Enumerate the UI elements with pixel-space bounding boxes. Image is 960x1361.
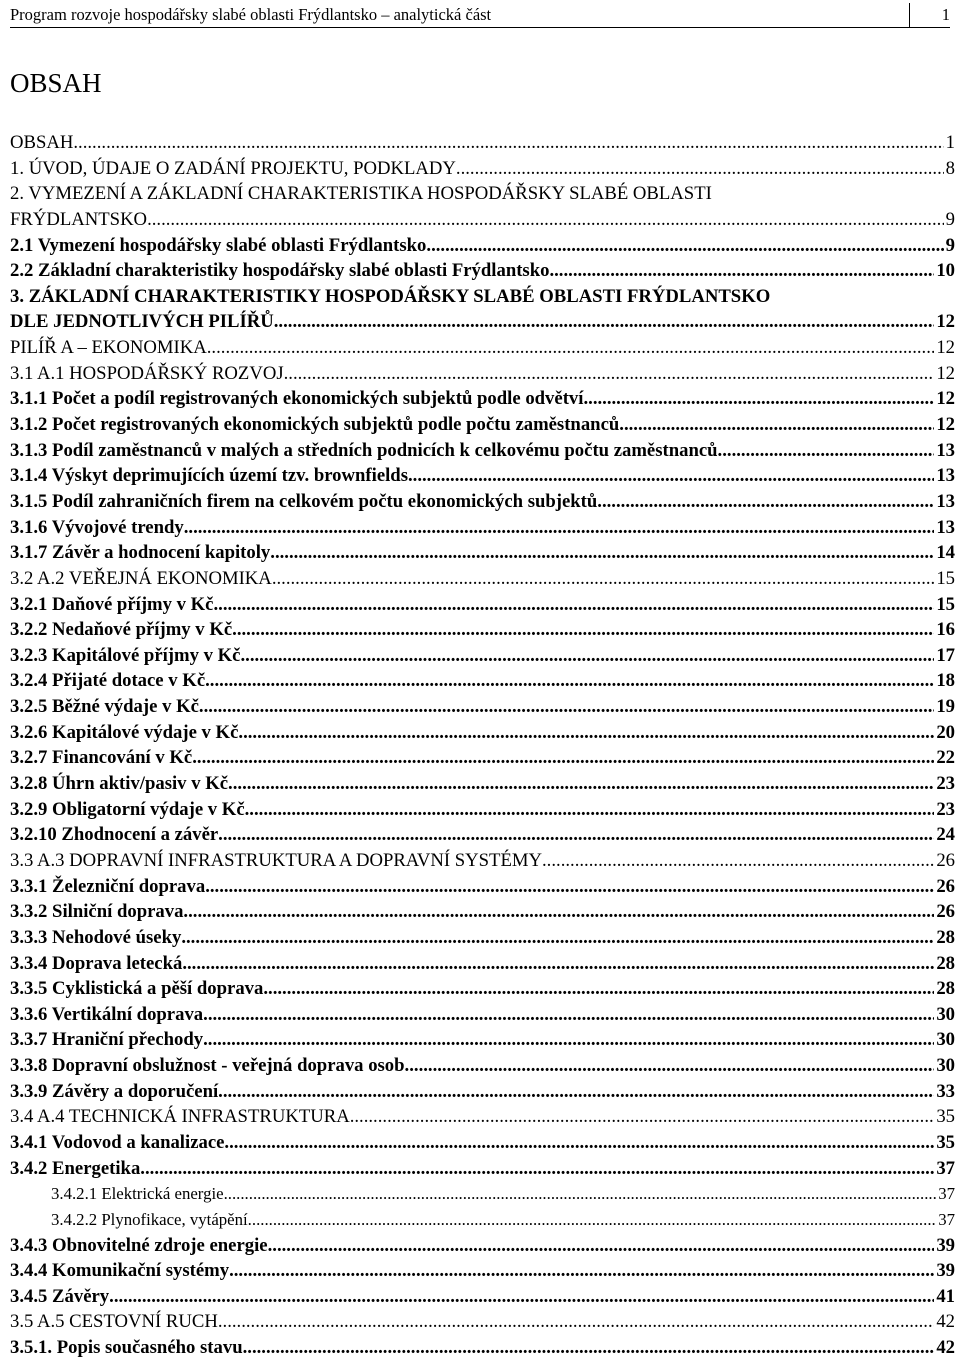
toc-entry-label: 3.3.5 Cyklistická a pěší doprava xyxy=(10,978,264,1000)
toc-entry[interactable] xyxy=(10,1284,955,1310)
toc-dot-leader xyxy=(224,1130,934,1156)
toc-entry-label: 3.3.9 Závěry a doporučení xyxy=(10,1080,219,1102)
toc-dot-leader xyxy=(456,156,944,182)
toc-dot-leader xyxy=(597,489,934,515)
toc-entry-label: 3.3.1 Železniční doprava xyxy=(10,875,206,897)
toc-entry[interactable] xyxy=(10,515,955,541)
toc-dot-leader xyxy=(224,1181,937,1207)
toc-entry-label: 3.2.6 Kapitálové výdaje v Kč xyxy=(10,721,239,743)
toc-dot-leader xyxy=(542,848,934,874)
toc-dot-leader xyxy=(245,797,935,823)
toc-entry[interactable] xyxy=(10,130,955,156)
toc-entry-page: 14 xyxy=(936,542,955,564)
toc-entry-page: 28 xyxy=(936,926,955,948)
toc-dot-leader xyxy=(248,1207,937,1233)
toc-entry-page: 41 xyxy=(936,1285,955,1307)
toc-entry[interactable] xyxy=(10,822,955,848)
toc-entry-page: 26 xyxy=(936,849,955,871)
toc-entry-page: 13 xyxy=(936,490,955,512)
toc-entry-page: 15 xyxy=(936,567,955,589)
toc-entry[interactable] xyxy=(10,489,955,515)
toc-entry-label: 3.1.3 Podíl zaměstnanců v malých a středních podnicích k celkovému počtu zaměstnanců xyxy=(10,439,718,461)
toc-entry-page: 1 xyxy=(945,132,955,153)
toc-entry-label: 3.2.4 Přijaté dotace v Kč xyxy=(10,670,206,692)
toc-dot-leader xyxy=(218,822,934,848)
toc-entry-page: 17 xyxy=(936,644,955,666)
toc-entry-label: 3.2.5 Běžné výdaje v Kč xyxy=(10,696,199,718)
toc-entry-label: 3.5.1. Popis současného stavu xyxy=(10,1337,243,1359)
toc-entry-page: 13 xyxy=(936,516,955,538)
toc-entry-page: 8 xyxy=(945,157,955,179)
toc-entry[interactable] xyxy=(10,258,955,284)
toc-entry[interactable] xyxy=(10,156,955,182)
toc-entry[interactable] xyxy=(10,540,955,566)
toc-entry[interactable] xyxy=(10,463,955,489)
toc-entry-page: 19 xyxy=(936,696,955,718)
toc-dot-leader xyxy=(238,720,934,746)
toc-dot-leader xyxy=(218,1309,934,1335)
toc-entry-page: 42 xyxy=(936,1337,955,1359)
toc-entry[interactable] xyxy=(10,207,955,233)
toc-entry-label: 3.3.8 Dopravní obslužnost - veřejná doprava osob xyxy=(10,1055,405,1077)
toc-dot-leader xyxy=(181,925,934,951)
toc-entry[interactable] xyxy=(10,1053,955,1079)
toc-entry-page: 13 xyxy=(936,439,955,461)
toc-entry-label: 3.1.1 Počet a podíl registrovaných ekonomických subjektů podle odvětví xyxy=(10,388,584,410)
toc-entry-page: 39 xyxy=(936,1260,955,1282)
toc-entry-label-line1: 3. ZÁKLADNÍ CHARAKTERISTIKY HOSPODÁŘSKY SLABÉ OBLASTI FRÝDLANTSKO xyxy=(10,285,771,307)
toc-dot-leader xyxy=(243,1335,935,1361)
toc-entry-page: 12 xyxy=(936,388,955,410)
toc-entry-label: 3.2.10 Zhodnocení a závěr xyxy=(10,824,219,846)
toc-entry-label: 3.1.7 Závěr a hodnocení kapitoly xyxy=(10,542,271,564)
toc-entry-page: 37 xyxy=(936,1157,955,1179)
toc-dot-leader xyxy=(218,1079,934,1105)
toc-dot-leader xyxy=(263,976,934,1002)
toc-entry-page: 26 xyxy=(936,875,955,897)
toc-entry[interactable] xyxy=(10,1130,955,1156)
toc-entry-label: 3.3.3 Nehodové úseky xyxy=(10,926,182,948)
toc-entry-page: 12 xyxy=(936,414,955,436)
toc-entry-page: 16 xyxy=(936,619,955,641)
toc-dot-leader xyxy=(140,1156,934,1182)
toc-entry-label: 3.1 A.1 HOSPODÁŘSKÝ ROZVOJ xyxy=(10,362,284,384)
toc-entry-label: 3.2 A.2 VEŘEJNÁ EKONOMIKA xyxy=(10,567,272,589)
header-page-number: 1 xyxy=(941,5,950,24)
toc-entry[interactable] xyxy=(10,848,955,874)
toc-entry-page: 15 xyxy=(936,593,955,615)
toc-entry-page: 23 xyxy=(936,798,955,820)
toc-entry[interactable] xyxy=(10,1309,955,1335)
toc-entry-label: 3.3.7 Hraniční přechody xyxy=(10,1029,204,1051)
toc-dot-leader xyxy=(228,771,934,797)
toc-entry-page: 23 xyxy=(936,773,955,795)
toc-entry[interactable] xyxy=(10,720,955,746)
toc-entry[interactable] xyxy=(10,925,955,951)
toc-entry-label: 3.2.1 Daňové příjmy v Kč xyxy=(10,593,214,615)
toc-dot-leader xyxy=(583,386,934,412)
toc-entry[interactable] xyxy=(10,1335,955,1361)
toc-entry[interactable] xyxy=(10,1207,955,1233)
toc-entry-page: 13 xyxy=(936,465,955,487)
toc-dot-leader xyxy=(109,1284,934,1310)
toc-entry[interactable] xyxy=(10,438,955,464)
toc-dot-leader xyxy=(240,643,934,669)
toc-dot-leader xyxy=(205,668,934,694)
toc-entry[interactable] xyxy=(10,592,955,618)
toc-dot-leader xyxy=(203,1002,934,1028)
toc-entry-label: 3.1.6 Vývojové trendy xyxy=(10,516,184,538)
table-of-contents xyxy=(10,130,955,1361)
toc-entry[interactable] xyxy=(10,1079,955,1105)
toc-dot-leader xyxy=(232,617,934,643)
toc-entry-label: 3.4.2.2 Plynofikace, vytápění xyxy=(51,1209,248,1229)
toc-dot-leader xyxy=(405,1053,935,1079)
toc-entry-label: DLE JEDNOTLIVÝCH PILÍŘŮ xyxy=(10,311,274,333)
toc-entry-label: 3.5 A.5 CESTOVNÍ RUCH xyxy=(10,1311,218,1333)
toc-dot-leader xyxy=(718,438,935,464)
toc-entry[interactable] xyxy=(10,694,955,720)
toc-entry[interactable] xyxy=(10,361,955,387)
toc-entry[interactable] xyxy=(10,951,955,977)
toc-dot-leader xyxy=(205,874,934,900)
toc-entry-label: 3.3.6 Vertikální doprava xyxy=(10,1003,204,1025)
toc-dot-leader xyxy=(182,951,934,977)
toc-entry-label: FRÝDLANTSKO xyxy=(10,208,148,230)
toc-entry-label: 3.4.2.1 Elektrická energie xyxy=(51,1184,224,1204)
toc-entry-label: 3.4 A.4 TECHNICKÁ INFRASTRUKTURA xyxy=(10,1106,350,1128)
toc-entry[interactable] xyxy=(10,1156,955,1182)
toc-entry[interactable] xyxy=(10,566,955,592)
toc-entry-label: OBSAH xyxy=(10,132,74,153)
toc-entry[interactable] xyxy=(10,643,955,669)
toc-entry[interactable] xyxy=(10,1104,955,1130)
toc-dot-leader xyxy=(73,130,943,156)
toc-entry-page: 42 xyxy=(936,1311,955,1333)
toc-entry-page: 30 xyxy=(936,1029,955,1051)
toc-entry-page: 9 xyxy=(945,234,955,256)
toc-entry[interactable] xyxy=(10,1027,955,1053)
toc-entry-page: 28 xyxy=(936,978,955,1000)
header-page-box xyxy=(909,3,950,27)
toc-entry-page: 10 xyxy=(936,260,955,282)
toc-entry-label: 3.4.5 Závěry xyxy=(10,1285,110,1307)
toc-entry-label: 3.2.2 Nedaňové příjmy v Kč xyxy=(10,619,233,641)
toc-entry-label: 3.3.2 Silniční doprava xyxy=(10,901,184,923)
toc-entry[interactable] xyxy=(10,1002,955,1028)
toc-entry-label: 3.2.3 Kapitálové příjmy v Kč xyxy=(10,644,241,666)
toc-entry-label: 3.3.4 Doprava letecká xyxy=(10,952,183,974)
toc-dot-leader xyxy=(408,463,934,489)
toc-entry-page: 12 xyxy=(936,311,955,333)
toc-entry-page: 9 xyxy=(945,208,955,230)
toc-entry-page: 20 xyxy=(936,721,955,743)
toc-dot-leader xyxy=(192,745,934,771)
toc-entry-label: 3.4.1 Vodovod a kanalizace xyxy=(10,1131,225,1153)
toc-dot-leader xyxy=(426,233,943,259)
toc-entry-page: 12 xyxy=(936,337,955,359)
toc-entry-label: 3.4.2 Energetika xyxy=(10,1157,141,1179)
toc-entry-page: 37 xyxy=(938,1184,955,1204)
toc-entry[interactable] xyxy=(10,1258,955,1284)
toc-entry-page: 37 xyxy=(938,1209,955,1229)
toc-entry-page: 35 xyxy=(936,1131,955,1153)
toc-entry-page: 22 xyxy=(936,747,955,769)
toc-dot-leader xyxy=(207,335,935,361)
toc-entry[interactable] xyxy=(10,745,955,771)
toc-entry-label: 3.2.9 Obligatorní výdaje v Kč xyxy=(10,798,245,820)
toc-entry[interactable] xyxy=(10,233,955,259)
toc-dot-leader xyxy=(199,694,934,720)
toc-entry[interactable] xyxy=(10,386,955,412)
toc-entry-page: 26 xyxy=(936,901,955,923)
toc-dot-leader xyxy=(549,258,934,284)
toc-entry-page: 30 xyxy=(936,1055,955,1077)
toc-entry[interactable] xyxy=(10,1233,955,1259)
toc-dot-leader xyxy=(274,309,935,335)
toc-entry-page: 35 xyxy=(936,1106,955,1128)
toc-entry-label: 1. ÚVOD, ÚDAJE O ZADÁNÍ PROJEKTU, PODKLADY xyxy=(10,157,456,179)
toc-entry-label: 3.1.2 Počet registrovaných ekonomických subjektů podle počtu zaměstnanců xyxy=(10,414,620,436)
toc-entry[interactable] xyxy=(10,899,955,925)
toc-entry-page: 39 xyxy=(936,1234,955,1256)
toc-entry-label: 3.2.8 Úhrn aktiv/pasiv v Kč xyxy=(10,773,229,795)
toc-entry[interactable] xyxy=(10,412,955,438)
toc-dot-leader xyxy=(184,515,935,541)
toc-entry[interactable] xyxy=(10,617,955,643)
toc-dot-leader xyxy=(284,361,935,387)
toc-entry-page: 24 xyxy=(936,824,955,846)
toc-entry[interactable] xyxy=(10,976,955,1002)
toc-entry-label: PILÍŘ A – EKONOMIKA xyxy=(10,337,207,359)
toc-entry[interactable] xyxy=(10,1181,955,1207)
toc-dot-leader xyxy=(213,592,934,618)
toc-entry-page: 28 xyxy=(936,952,955,974)
toc-entry-page: 30 xyxy=(936,1003,955,1025)
toc-dot-leader xyxy=(183,899,934,925)
toc-entry[interactable] xyxy=(10,668,955,694)
toc-entry-label: 2.2 Základní charakteristiky hospodářsky slabé oblasti Frýdlantsko xyxy=(10,260,550,282)
toc-dot-leader xyxy=(270,540,934,566)
toc-dot-leader xyxy=(147,207,944,233)
toc-dot-leader xyxy=(229,1258,934,1284)
page-header xyxy=(10,3,950,28)
toc-heading: OBSAH xyxy=(10,68,102,98)
toc-dot-leader xyxy=(268,1233,935,1259)
toc-dot-leader xyxy=(272,566,935,592)
toc-entry-page: 33 xyxy=(936,1080,955,1102)
toc-entry-label: 3.2.7 Financování v Kč xyxy=(10,747,193,769)
toc-entry[interactable] xyxy=(10,335,955,361)
toc-entry[interactable] xyxy=(10,797,955,823)
toc-dot-leader xyxy=(203,1027,934,1053)
toc-entry[interactable] xyxy=(10,874,955,900)
toc-dot-leader xyxy=(350,1104,935,1130)
toc-entry-label: 3.1.5 Podíl zahraničních firem na celkovém počtu ekonomických subjektů xyxy=(10,490,598,512)
toc-entry-label: 2.1 Vymezení hospodářsky slabé oblasti Frýdlantsko xyxy=(10,234,427,256)
toc-dot-leader xyxy=(619,412,934,438)
toc-entry-label: 3.1.4 Výskyt deprimujících území tzv. brownfields xyxy=(10,465,408,487)
toc-entry[interactable] xyxy=(10,771,955,797)
toc-entry-label: 3.4.4 Komunikační systémy xyxy=(10,1260,230,1282)
toc-entry-label: 3.3 A.3 DOPRAVNÍ INFRASTRUKTURA A DOPRAVNÍ SYSTÉMY xyxy=(10,849,542,871)
toc-entry-page: 12 xyxy=(936,362,955,384)
toc-entry[interactable] xyxy=(10,309,955,335)
toc-entry-page: 18 xyxy=(936,670,955,692)
toc-entry-label-line1: 2. VYMEZENÍ A ZÁKLADNÍ CHARAKTERISTIKA HOSPODÁŘSKY SLABÉ OBLASTI xyxy=(10,183,712,205)
toc-entry-label: 3.4.3 Obnovitelné zdroje energie xyxy=(10,1234,268,1256)
header-title: Program rozvoje hospodářsky slabé oblasti Frýdlantsko – analytická část xyxy=(10,5,492,24)
